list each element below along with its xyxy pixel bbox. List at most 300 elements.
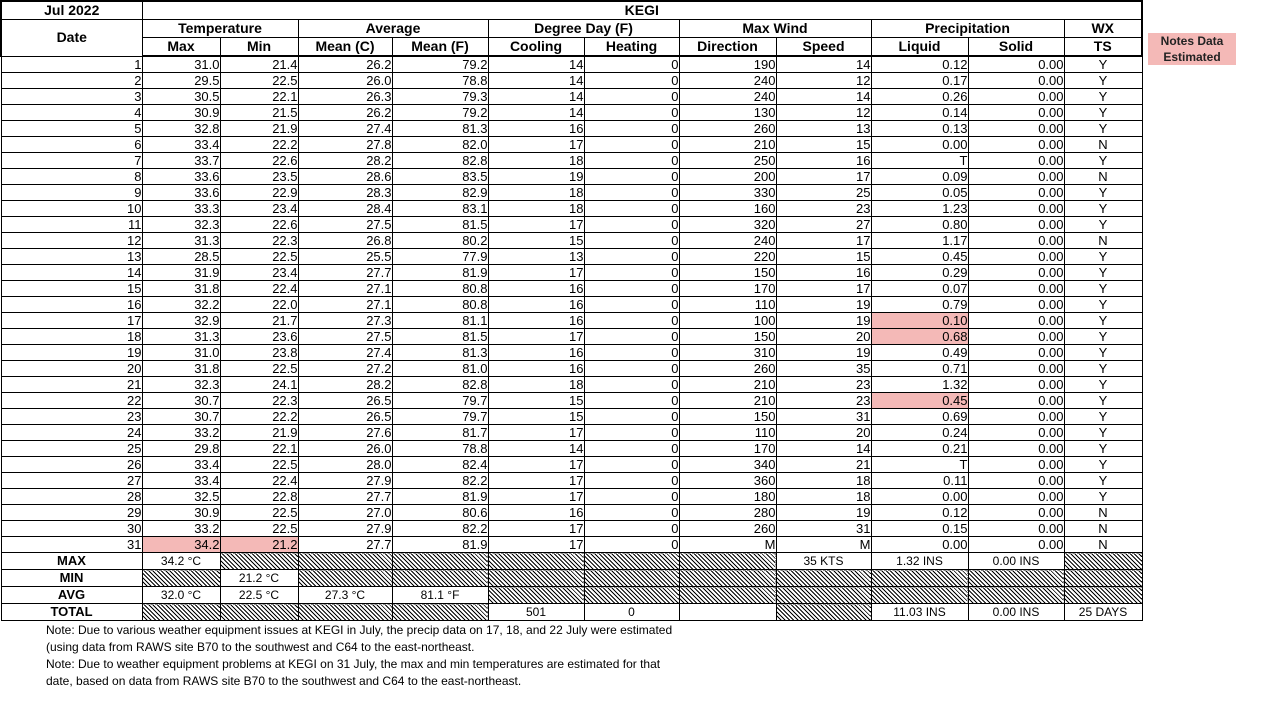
date-cell: 14 bbox=[1, 265, 142, 281]
table-row bbox=[1, 505, 1142, 521]
cell-direction: 260 bbox=[679, 121, 776, 137]
date-cell: 22 bbox=[1, 393, 142, 409]
cell-heating: 0 bbox=[584, 473, 679, 489]
cell-ts: Y bbox=[1064, 441, 1142, 457]
cell-max: 32.3 bbox=[142, 377, 220, 393]
cell-liquid: T bbox=[871, 153, 968, 169]
cell-mean-f: 81.3 bbox=[392, 345, 488, 361]
cell-direction: 190 bbox=[679, 56, 776, 73]
cell-min: 23.4 bbox=[220, 201, 298, 217]
cell-mean-f: 81.7 bbox=[392, 425, 488, 441]
cell-solid: 0.00 bbox=[968, 345, 1064, 361]
table-row bbox=[1, 73, 1142, 89]
cell-cooling: 14 bbox=[488, 56, 584, 73]
cell-ts: Y bbox=[1064, 409, 1142, 425]
cell-liquid: 0.15 bbox=[871, 521, 968, 537]
cell-speed: 19 bbox=[776, 313, 871, 329]
cell-heating: 0 bbox=[584, 105, 679, 121]
cell-speed: 19 bbox=[776, 505, 871, 521]
cell-min: 22.3 bbox=[220, 393, 298, 409]
cell-mean-c: 27.0 bbox=[298, 505, 392, 521]
cell-direction: 260 bbox=[679, 521, 776, 537]
summary-max-solid: 0.00 INS bbox=[968, 553, 1064, 570]
cell-min: 21.9 bbox=[220, 121, 298, 137]
summary-label-min: MIN bbox=[1, 570, 142, 587]
cell-cooling: 17 bbox=[488, 217, 584, 233]
cell-max: 31.0 bbox=[142, 345, 220, 361]
cell-solid: 0.00 bbox=[968, 393, 1064, 409]
hatched-cell bbox=[142, 604, 220, 621]
cell-solid: 0.00 bbox=[968, 121, 1064, 137]
cell-max: 30.9 bbox=[142, 505, 220, 521]
cell-min: 23.4 bbox=[220, 265, 298, 281]
cell-min: 22.3 bbox=[220, 233, 298, 249]
cell-min: 24.1 bbox=[220, 377, 298, 393]
cell-ts: N bbox=[1064, 169, 1142, 185]
hatched-cell bbox=[871, 587, 968, 604]
cell-ts: Y bbox=[1064, 473, 1142, 489]
cell-liquid: 1.32 bbox=[871, 377, 968, 393]
cell-solid: 0.00 bbox=[968, 489, 1064, 505]
cell-max: 33.7 bbox=[142, 153, 220, 169]
degree-day-group-header: Degree Day (F) bbox=[488, 20, 679, 38]
cell-speed: 25 bbox=[776, 185, 871, 201]
cell-mean-f: 83.5 bbox=[392, 169, 488, 185]
hatched-cell bbox=[584, 587, 679, 604]
cell-solid: 0.00 bbox=[968, 89, 1064, 105]
cell-liquid: 0.00 bbox=[871, 137, 968, 153]
cell-heating: 0 bbox=[584, 121, 679, 137]
hatched-cell bbox=[776, 604, 871, 621]
cell-liquid: 0.24 bbox=[871, 425, 968, 441]
date-cell: 25 bbox=[1, 441, 142, 457]
cell-max: 33.6 bbox=[142, 169, 220, 185]
cell-mean-f: 80.2 bbox=[392, 233, 488, 249]
cell-solid: 0.00 bbox=[968, 329, 1064, 345]
cell-mean-f: 78.8 bbox=[392, 73, 488, 89]
cell-mean-f: 79.3 bbox=[392, 89, 488, 105]
column-header-max: Max bbox=[142, 38, 220, 57]
date-cell: 19 bbox=[1, 345, 142, 361]
table-row bbox=[1, 521, 1142, 537]
cell-direction: 320 bbox=[679, 217, 776, 233]
cell-speed: 13 bbox=[776, 121, 871, 137]
cell-min: 23.5 bbox=[220, 169, 298, 185]
cell-min: 21.4 bbox=[220, 56, 298, 73]
cell-min: 22.4 bbox=[220, 473, 298, 489]
table-row bbox=[1, 265, 1142, 281]
cell-cooling: 18 bbox=[488, 201, 584, 217]
date-cell: 28 bbox=[1, 489, 142, 505]
cell-min: 22.5 bbox=[220, 73, 298, 89]
table-row bbox=[1, 345, 1142, 361]
cell-speed: 16 bbox=[776, 265, 871, 281]
cell-direction: 170 bbox=[679, 281, 776, 297]
table-row bbox=[1, 425, 1142, 441]
cell-direction: 310 bbox=[679, 345, 776, 361]
cell-direction: 170 bbox=[679, 441, 776, 457]
cell-heating: 0 bbox=[584, 361, 679, 377]
cell-mean-c: 27.9 bbox=[298, 521, 392, 537]
date-cell: 29 bbox=[1, 505, 142, 521]
summary-total-direction bbox=[679, 604, 776, 621]
table-row bbox=[1, 281, 1142, 297]
cell-min: 22.5 bbox=[220, 505, 298, 521]
cell-min: 22.2 bbox=[220, 137, 298, 153]
cell-liquid: 0.13 bbox=[871, 121, 968, 137]
date-cell: 23 bbox=[1, 409, 142, 425]
cell-mean-f: 82.9 bbox=[392, 185, 488, 201]
cell-solid: 0.00 bbox=[968, 233, 1064, 249]
cell-mean-c: 27.5 bbox=[298, 217, 392, 233]
cell-ts: Y bbox=[1064, 265, 1142, 281]
cell-solid: 0.00 bbox=[968, 377, 1064, 393]
cell-mean-c: 26.5 bbox=[298, 409, 392, 425]
hatched-cell bbox=[679, 553, 776, 570]
cell-max: 28.5 bbox=[142, 249, 220, 265]
cell-ts: Y bbox=[1064, 361, 1142, 377]
column-header-row bbox=[1, 38, 1142, 57]
hatched-cell bbox=[392, 604, 488, 621]
cell-ts: N bbox=[1064, 233, 1142, 249]
date-cell: 4 bbox=[1, 105, 142, 121]
cell-ts: Y bbox=[1064, 425, 1142, 441]
cell-ts: Y bbox=[1064, 73, 1142, 89]
precipitation-group-header: Precipitation bbox=[871, 20, 1064, 38]
cell-max: 31.8 bbox=[142, 281, 220, 297]
cell-cooling: 14 bbox=[488, 73, 584, 89]
cell-direction: 100 bbox=[679, 313, 776, 329]
column-header-solid: Solid bbox=[968, 38, 1064, 57]
cell-liquid: 0.71 bbox=[871, 361, 968, 377]
cell-cooling: 17 bbox=[488, 489, 584, 505]
column-header-min: Min bbox=[220, 38, 298, 57]
cell-mean-c: 27.5 bbox=[298, 329, 392, 345]
cell-heating: 0 bbox=[584, 153, 679, 169]
cell-speed: 23 bbox=[776, 377, 871, 393]
cell-cooling: 14 bbox=[488, 441, 584, 457]
date-cell: 12 bbox=[1, 233, 142, 249]
cell-liquid: 0.79 bbox=[871, 297, 968, 313]
summary-avg-mean-f: 81.1 °F bbox=[392, 587, 488, 604]
cell-max: 34.2 bbox=[142, 537, 220, 553]
cell-mean-c: 26.2 bbox=[298, 56, 392, 73]
summary-total-solid: 0.00 INS bbox=[968, 604, 1064, 621]
table-row bbox=[1, 169, 1142, 185]
table-row bbox=[1, 185, 1142, 201]
cell-mean-c: 28.4 bbox=[298, 201, 392, 217]
cell-direction: 260 bbox=[679, 361, 776, 377]
date-cell: 6 bbox=[1, 137, 142, 153]
column-header-liquid: Liquid bbox=[871, 38, 968, 57]
cell-heating: 0 bbox=[584, 505, 679, 521]
cell-ts: Y bbox=[1064, 345, 1142, 361]
cell-ts: N bbox=[1064, 537, 1142, 553]
cell-heating: 0 bbox=[584, 425, 679, 441]
cell-ts: Y bbox=[1064, 377, 1142, 393]
cell-direction: 150 bbox=[679, 265, 776, 281]
cell-ts: Y bbox=[1064, 217, 1142, 233]
cell-cooling: 16 bbox=[488, 313, 584, 329]
summary-total-ts: 25 DAYS bbox=[1064, 604, 1142, 621]
cell-liquid: 0.80 bbox=[871, 217, 968, 233]
hatched-cell bbox=[584, 553, 679, 570]
cell-solid: 0.00 bbox=[968, 361, 1064, 377]
cell-max: 32.2 bbox=[142, 297, 220, 313]
cell-min: 22.5 bbox=[220, 249, 298, 265]
cell-min: 22.5 bbox=[220, 521, 298, 537]
cell-mean-f: 81.0 bbox=[392, 361, 488, 377]
date-cell: 17 bbox=[1, 313, 142, 329]
date-cell: 10 bbox=[1, 201, 142, 217]
hatched-cell bbox=[392, 553, 488, 570]
table-row bbox=[1, 361, 1142, 377]
cell-max: 30.9 bbox=[142, 105, 220, 121]
table-row bbox=[1, 377, 1142, 393]
date-cell: 5 bbox=[1, 121, 142, 137]
cell-direction: 210 bbox=[679, 393, 776, 409]
cell-speed: 31 bbox=[776, 409, 871, 425]
table-row bbox=[1, 537, 1142, 553]
hatched-cell bbox=[220, 553, 298, 570]
cell-heating: 0 bbox=[584, 233, 679, 249]
cell-heating: 0 bbox=[584, 457, 679, 473]
cell-mean-f: 81.9 bbox=[392, 537, 488, 553]
station-title: KEGI bbox=[142, 1, 1142, 20]
cell-solid: 0.00 bbox=[968, 169, 1064, 185]
cell-solid: 0.00 bbox=[968, 153, 1064, 169]
cell-heating: 0 bbox=[584, 73, 679, 89]
date-header: Date bbox=[1, 20, 142, 57]
cell-mean-c: 28.2 bbox=[298, 377, 392, 393]
month-label: Jul 2022 bbox=[1, 1, 142, 20]
cell-cooling: 17 bbox=[488, 329, 584, 345]
cell-heating: 0 bbox=[584, 345, 679, 361]
summary-row-avg bbox=[1, 587, 1142, 604]
cell-liquid: 1.17 bbox=[871, 233, 968, 249]
date-cell: 8 bbox=[1, 169, 142, 185]
cell-solid: 0.00 bbox=[968, 217, 1064, 233]
hatched-cell bbox=[679, 587, 776, 604]
cell-mean-f: 82.2 bbox=[392, 521, 488, 537]
cell-solid: 0.00 bbox=[968, 56, 1064, 73]
date-cell: 27 bbox=[1, 473, 142, 489]
cell-max: 31.0 bbox=[142, 56, 220, 73]
cell-min: 22.1 bbox=[220, 89, 298, 105]
cell-direction: M bbox=[679, 537, 776, 553]
cell-mean-c: 27.2 bbox=[298, 361, 392, 377]
max-wind-group-header: Max Wind bbox=[679, 20, 871, 38]
cell-max: 30.7 bbox=[142, 409, 220, 425]
cell-liquid: 0.21 bbox=[871, 441, 968, 457]
cell-direction: 220 bbox=[679, 249, 776, 265]
cell-direction: 180 bbox=[679, 489, 776, 505]
cell-liquid: 0.09 bbox=[871, 169, 968, 185]
cell-cooling: 13 bbox=[488, 249, 584, 265]
hatched-cell bbox=[1064, 570, 1142, 587]
cell-solid: 0.00 bbox=[968, 537, 1064, 553]
hatched-cell bbox=[298, 570, 392, 587]
cell-heating: 0 bbox=[584, 521, 679, 537]
summary-total-liquid: 11.03 INS bbox=[871, 604, 968, 621]
table-row bbox=[1, 121, 1142, 137]
date-cell: 24 bbox=[1, 425, 142, 441]
summary-avg-max: 32.0 °C bbox=[142, 587, 220, 604]
cell-cooling: 17 bbox=[488, 473, 584, 489]
column-header-mean-f: Mean (F) bbox=[392, 38, 488, 57]
wx-group-header: WX bbox=[1064, 20, 1142, 38]
cell-ts: Y bbox=[1064, 89, 1142, 105]
cell-min: 21.7 bbox=[220, 313, 298, 329]
cell-speed: 14 bbox=[776, 441, 871, 457]
cell-mean-c: 26.8 bbox=[298, 233, 392, 249]
summary-total-cooling: 501 bbox=[488, 604, 584, 621]
cell-mean-c: 26.0 bbox=[298, 73, 392, 89]
table-row bbox=[1, 329, 1142, 345]
cell-max: 33.4 bbox=[142, 457, 220, 473]
cell-min: 21.2 bbox=[220, 537, 298, 553]
cell-direction: 200 bbox=[679, 169, 776, 185]
cell-speed: 23 bbox=[776, 201, 871, 217]
table-row bbox=[1, 409, 1142, 425]
cell-min: 22.4 bbox=[220, 281, 298, 297]
hatched-cell bbox=[968, 570, 1064, 587]
cell-liquid: 0.00 bbox=[871, 537, 968, 553]
cell-ts: Y bbox=[1064, 153, 1142, 169]
hatched-cell bbox=[488, 553, 584, 570]
cell-direction: 110 bbox=[679, 297, 776, 313]
cell-ts: Y bbox=[1064, 297, 1142, 313]
summary-row-max bbox=[1, 553, 1142, 570]
column-header-direction: Direction bbox=[679, 38, 776, 57]
cell-mean-f: 79.7 bbox=[392, 409, 488, 425]
date-cell: 18 bbox=[1, 329, 142, 345]
table-row bbox=[1, 297, 1142, 313]
cell-ts: Y bbox=[1064, 457, 1142, 473]
cell-mean-f: 81.1 bbox=[392, 313, 488, 329]
date-cell: 2 bbox=[1, 73, 142, 89]
cell-speed: 14 bbox=[776, 56, 871, 73]
hatched-cell bbox=[488, 570, 584, 587]
cell-heating: 0 bbox=[584, 441, 679, 457]
cell-ts: Y bbox=[1064, 105, 1142, 121]
cell-mean-c: 27.1 bbox=[298, 281, 392, 297]
summary-total-heating: 0 bbox=[584, 604, 679, 621]
cell-heating: 0 bbox=[584, 537, 679, 553]
column-header-mean-c: Mean (C) bbox=[298, 38, 392, 57]
summary-row-min bbox=[1, 570, 1142, 587]
cell-max: 31.8 bbox=[142, 361, 220, 377]
cell-speed: 35 bbox=[776, 361, 871, 377]
cell-liquid: 0.45 bbox=[871, 249, 968, 265]
column-header-cooling: Cooling bbox=[488, 38, 584, 57]
cell-cooling: 16 bbox=[488, 361, 584, 377]
cell-speed: 17 bbox=[776, 233, 871, 249]
cell-liquid: 0.05 bbox=[871, 185, 968, 201]
cell-ts: Y bbox=[1064, 249, 1142, 265]
cell-cooling: 18 bbox=[488, 377, 584, 393]
hatched-cell bbox=[1064, 587, 1142, 604]
date-cell: 30 bbox=[1, 521, 142, 537]
cell-ts: N bbox=[1064, 521, 1142, 537]
cell-mean-f: 80.8 bbox=[392, 281, 488, 297]
cell-liquid: 0.69 bbox=[871, 409, 968, 425]
cell-ts: Y bbox=[1064, 489, 1142, 505]
hatched-cell bbox=[871, 570, 968, 587]
cell-liquid: 0.17 bbox=[871, 73, 968, 89]
hatched-cell bbox=[392, 570, 488, 587]
daily-rows bbox=[1, 56, 1142, 621]
summary-label-total: TOTAL bbox=[1, 604, 142, 621]
cell-mean-f: 80.8 bbox=[392, 297, 488, 313]
cell-mean-f: 80.6 bbox=[392, 505, 488, 521]
cell-min: 22.2 bbox=[220, 409, 298, 425]
cell-heating: 0 bbox=[584, 409, 679, 425]
table-row bbox=[1, 105, 1142, 121]
cell-mean-f: 79.2 bbox=[392, 56, 488, 73]
cell-speed: 15 bbox=[776, 249, 871, 265]
cell-cooling: 17 bbox=[488, 521, 584, 537]
cell-max: 30.7 bbox=[142, 393, 220, 409]
cell-speed: 12 bbox=[776, 73, 871, 89]
cell-min: 22.1 bbox=[220, 441, 298, 457]
cell-mean-c: 27.9 bbox=[298, 473, 392, 489]
cell-mean-f: 82.8 bbox=[392, 153, 488, 169]
date-cell: 3 bbox=[1, 89, 142, 105]
cell-max: 30.5 bbox=[142, 89, 220, 105]
cell-ts: N bbox=[1064, 505, 1142, 521]
cell-max: 33.4 bbox=[142, 137, 220, 153]
cell-mean-f: 77.9 bbox=[392, 249, 488, 265]
cell-cooling: 14 bbox=[488, 89, 584, 105]
cell-mean-c: 27.4 bbox=[298, 121, 392, 137]
cell-liquid: 0.45 bbox=[871, 393, 968, 409]
cell-mean-f: 81.3 bbox=[392, 121, 488, 137]
summary-max-speed: 35 KTS bbox=[776, 553, 871, 570]
cell-mean-f: 81.5 bbox=[392, 217, 488, 233]
cell-liquid: 0.12 bbox=[871, 505, 968, 521]
table-row bbox=[1, 249, 1142, 265]
date-cell: 20 bbox=[1, 361, 142, 377]
cell-liquid: 1.23 bbox=[871, 201, 968, 217]
cell-direction: 240 bbox=[679, 89, 776, 105]
cell-heating: 0 bbox=[584, 56, 679, 73]
cell-mean-f: 82.4 bbox=[392, 457, 488, 473]
cell-min: 22.6 bbox=[220, 217, 298, 233]
cell-heating: 0 bbox=[584, 393, 679, 409]
hatched-cell bbox=[220, 604, 298, 621]
date-cell: 15 bbox=[1, 281, 142, 297]
cell-heating: 0 bbox=[584, 249, 679, 265]
cell-solid: 0.00 bbox=[968, 137, 1064, 153]
notes-section bbox=[46, 622, 686, 690]
hatched-cell bbox=[142, 570, 220, 587]
cell-cooling: 17 bbox=[488, 137, 584, 153]
cell-ts: Y bbox=[1064, 185, 1142, 201]
cell-max: 32.5 bbox=[142, 489, 220, 505]
cell-heating: 0 bbox=[584, 89, 679, 105]
cell-mean-c: 26.5 bbox=[298, 393, 392, 409]
cell-cooling: 16 bbox=[488, 505, 584, 521]
cell-heating: 0 bbox=[584, 297, 679, 313]
cell-max: 29.5 bbox=[142, 73, 220, 89]
cell-ts: Y bbox=[1064, 56, 1142, 73]
cell-max: 33.2 bbox=[142, 521, 220, 537]
summary-label-max: MAX bbox=[1, 553, 142, 570]
column-header-ts: TS bbox=[1064, 38, 1142, 57]
note-temperature: Note: Due to weather equipment problems at KEGI on 31 July, the max and min temperatures are estimated for that date, based on data from RAWS site B70 to the southwest and C64 to the east-northeast. bbox=[46, 657, 661, 688]
cell-liquid: 0.07 bbox=[871, 281, 968, 297]
